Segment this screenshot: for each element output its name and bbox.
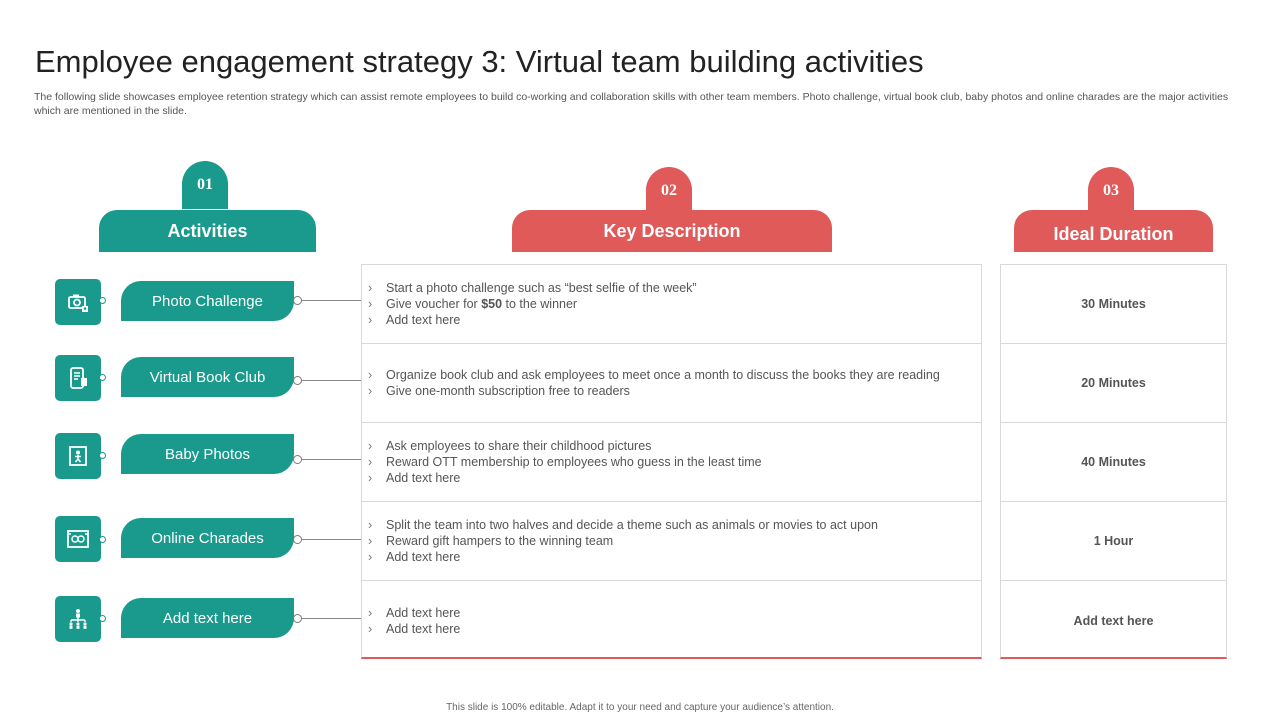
footer-note: This slide is 100% editable. Adapt it to your need and capture your audience’s attention. — [446, 702, 834, 713]
activity-icon-box — [55, 355, 101, 401]
activity-label: Add text here — [121, 598, 294, 638]
description-bullet: › Start a photo challenge such as “best selfie of the week” — [362, 280, 981, 296]
activity-icon-box — [55, 596, 101, 642]
connector-circle — [293, 535, 302, 544]
column-header-activities: Activities — [99, 210, 316, 252]
description-bullet: › Add text here — [362, 312, 981, 328]
duration-value: Add text here — [1073, 613, 1154, 628]
column-header-description: Key Description — [512, 210, 832, 252]
description-bullet: › Organize book club and ask employees to meet once a month to discuss the books they are reading — [362, 367, 981, 383]
description-bullet: › Give one-month subscription free to readers — [362, 383, 981, 399]
connector-dot — [99, 297, 106, 304]
duration-value: 30 Minutes — [1081, 297, 1146, 311]
description-cell — [362, 344, 981, 423]
duration-cell — [1001, 502, 1226, 581]
column-number-duration: 03 — [1088, 167, 1134, 215]
ebook-icon — [65, 365, 91, 391]
description-cell — [362, 502, 981, 581]
activity-label: Photo Challenge — [121, 281, 294, 321]
duration-value: 1 Hour — [1093, 534, 1134, 548]
connector-circle — [293, 614, 302, 623]
duration-cell — [1001, 423, 1226, 502]
activity-label: Virtual Book Club — [121, 357, 294, 397]
connector-dot — [99, 452, 106, 459]
column-number-activities: 01 — [182, 161, 228, 209]
activity-label: Baby Photos — [121, 434, 294, 474]
connector-line — [294, 618, 361, 619]
baby-photo-icon — [65, 443, 91, 469]
theater-icon — [65, 526, 91, 552]
duration-value: 20 Minutes — [1081, 376, 1146, 390]
column-number-description: 02 — [646, 167, 692, 215]
description-bullet: › Split the team into two halves and decide a theme such as animals or movies to act upon — [362, 517, 981, 533]
duration-cell — [1001, 265, 1226, 344]
page-subtitle: The following slide showcases employee retention strategy which can assist remote employees to build co-working and collaboration skills with other team members. Photo challenge, virtual book club, baby photos and online charades are the major activities which are mentioned in the slide. — [34, 91, 1229, 117]
connector-dot — [99, 536, 106, 543]
description-bullet: › Ask employees to share their childhood pictures — [362, 438, 981, 454]
connector-line — [294, 380, 361, 381]
description-cell — [362, 581, 981, 660]
description-bullet: › Add text here — [362, 470, 981, 486]
connector-dot — [99, 615, 106, 622]
duration-table — [1000, 264, 1227, 659]
description-cell — [362, 265, 981, 344]
connector-line — [294, 459, 361, 460]
duration-cell — [1001, 581, 1226, 660]
description-bullet: › Reward gift hampers to the winning team — [362, 533, 981, 549]
duration-cell — [1001, 344, 1226, 423]
activity-icon-box — [55, 279, 101, 325]
description-cell — [362, 423, 981, 502]
column-header-duration: Ideal Duration — [1014, 210, 1213, 252]
connector-circle — [293, 376, 302, 385]
activity-icon-box — [55, 433, 101, 479]
connector-line — [294, 300, 361, 301]
connector-circle — [293, 455, 302, 464]
team-hierarchy-icon — [65, 606, 91, 632]
activity-label: Online Charades — [121, 518, 294, 558]
activity-icon-box — [55, 516, 101, 562]
connector-line — [294, 539, 361, 540]
connector-circle — [293, 296, 302, 305]
description-bullet: › Add text here — [362, 549, 981, 565]
description-bullet: › Reward OTT membership to employees who guess in the least time — [362, 454, 981, 470]
duration-value: 40 Minutes — [1081, 455, 1146, 469]
page-title: Employee engagement strategy 3: Virtual team building activities — [35, 44, 924, 79]
camera-icon — [65, 289, 91, 315]
description-table — [361, 264, 982, 659]
description-bullet: › Add text here — [362, 605, 981, 621]
description-bullet: › Give voucher for $50 to the winner — [362, 296, 981, 312]
connector-dot — [99, 374, 106, 381]
description-bullet: › Add text here — [362, 621, 981, 637]
